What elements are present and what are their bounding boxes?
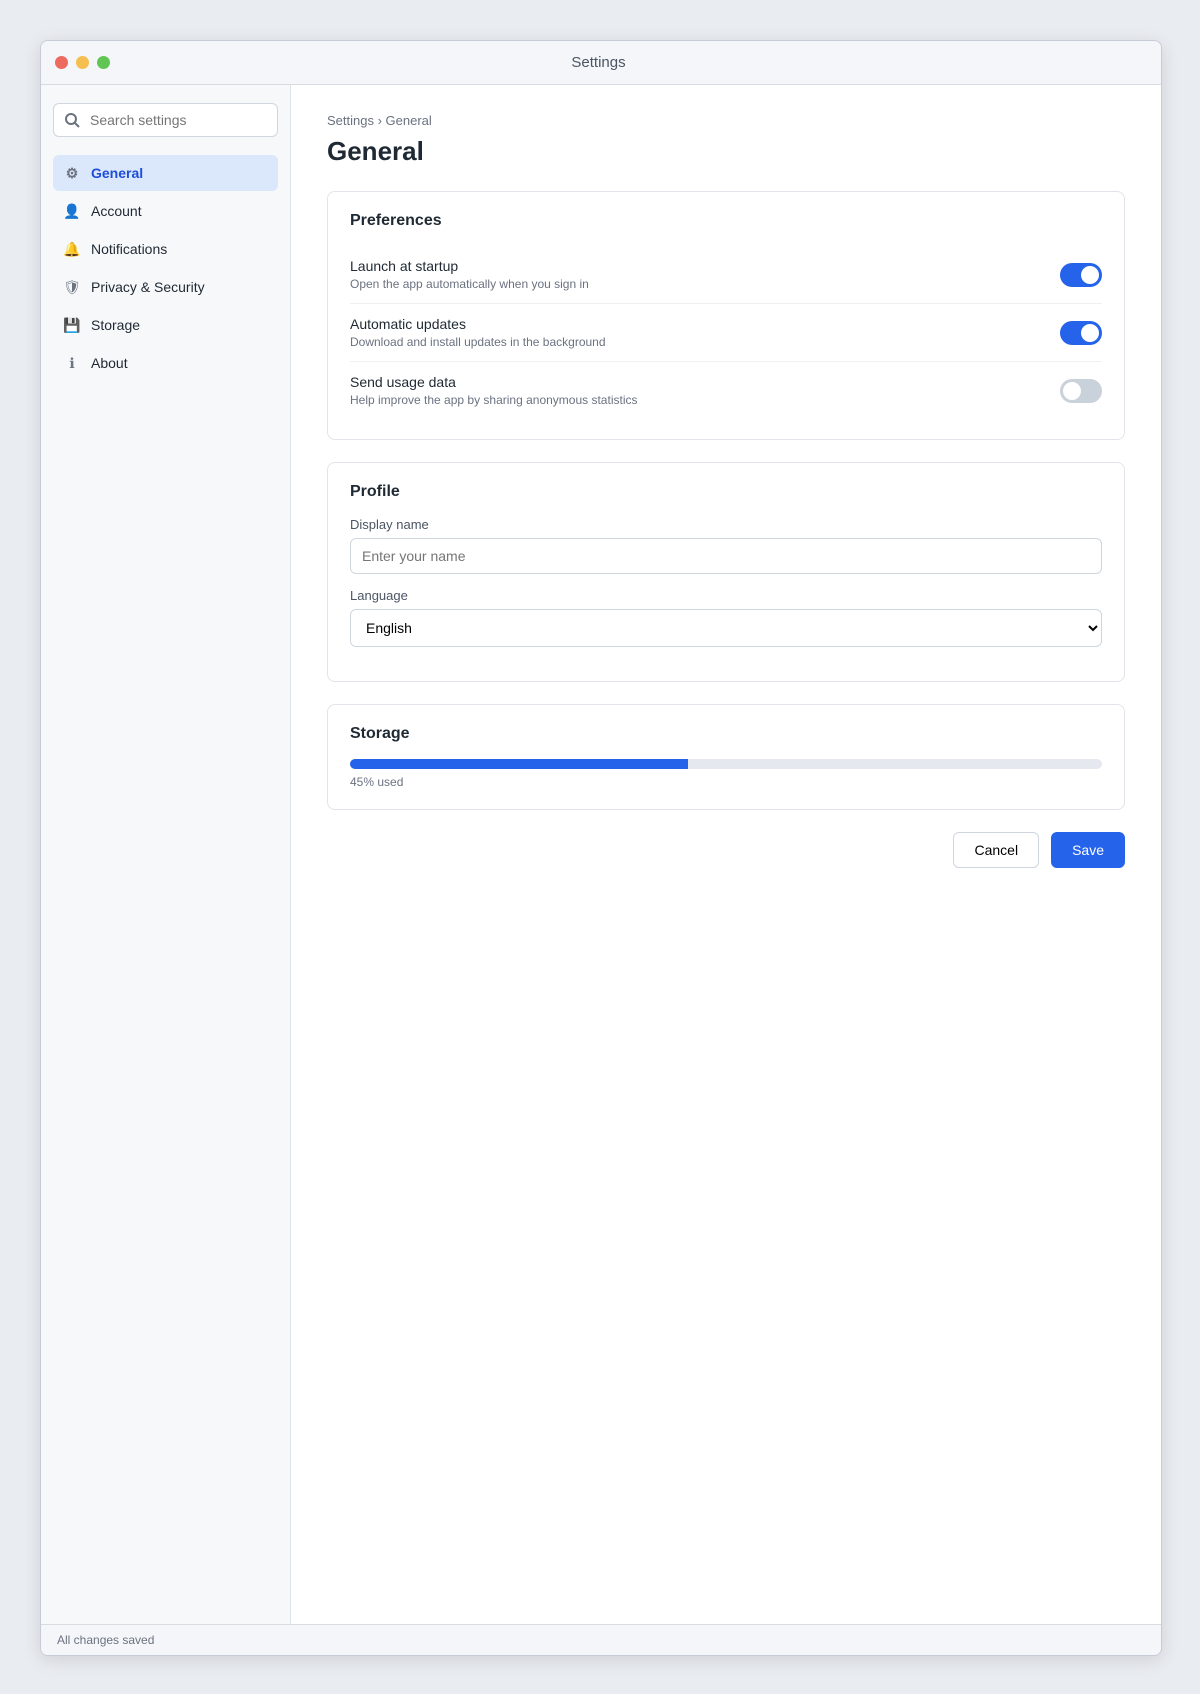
section-heading: Storage [350, 725, 410, 742]
sidebar-item-general[interactable] [53, 155, 278, 191]
page-title: General [327, 136, 424, 166]
language-field-group [350, 588, 1102, 647]
usage-data-toggle[interactable] [1060, 379, 1102, 403]
name-field-group [350, 517, 1102, 574]
app-window [40, 40, 1162, 1656]
bell-icon: 🔔 [63, 240, 81, 257]
preference-label: Launch at startup [350, 258, 459, 274]
language-select[interactable] [350, 609, 1102, 647]
section-heading: Profile [350, 483, 400, 500]
maximize-window-button[interactable] [97, 56, 110, 69]
search-icon [64, 111, 80, 129]
sidebar-item-notifications[interactable] [53, 231, 278, 267]
language-field-label: Language [350, 588, 408, 603]
preferences-section [327, 191, 1125, 440]
disk-icon: 💾 [63, 316, 81, 333]
sidebar-item-account[interactable] [53, 193, 278, 229]
save-button[interactable]: Save [1051, 832, 1125, 868]
sidebar-item-about[interactable] [53, 345, 278, 381]
storage-progress-fill [350, 759, 688, 769]
storage-section [327, 704, 1125, 810]
storage-progress-bar [350, 759, 1102, 769]
sidebar-item-label: General [91, 165, 144, 181]
name-field-label: Display name [350, 517, 429, 532]
sidebar-item-label: Storage [91, 317, 141, 333]
minimize-window-button[interactable] [76, 56, 89, 69]
sidebar [41, 85, 291, 1655]
info-icon: ℹ [69, 354, 75, 371]
sidebar-item-label: About [91, 355, 128, 371]
preference-description: Download and install updates in the background [350, 335, 606, 349]
preference-label: Send usage data [350, 374, 456, 390]
sidebar-item-label: Account [91, 203, 142, 219]
status-bar [41, 1624, 1161, 1655]
search-box [53, 103, 278, 137]
gear-icon: ⚙ [65, 164, 79, 181]
storage-usage [350, 759, 1102, 789]
sidebar-item-label: Privacy & Security [91, 279, 205, 295]
user-icon: 👤 [63, 202, 81, 219]
sidebar-item-storage[interactable] [53, 307, 278, 343]
shield-icon: 🛡 [63, 278, 81, 295]
cancel-button[interactable]: Cancel [953, 832, 1039, 868]
preference-row [350, 304, 1102, 362]
section-heading: Preferences [350, 212, 442, 229]
main-panel [291, 85, 1161, 1655]
profile-section [327, 462, 1125, 682]
preference-row [350, 362, 1102, 419]
preference-description: Help improve the app by sharing anonymous statistics [350, 393, 638, 407]
window-title: Settings [571, 54, 626, 71]
window-controls [55, 56, 110, 69]
preference-row [350, 246, 1102, 304]
form-actions [327, 832, 1125, 868]
close-window-button[interactable] [55, 56, 68, 69]
title-bar [41, 41, 1161, 85]
auto-update-toggle[interactable] [1060, 321, 1102, 345]
storage-usage-text: 45% used [350, 775, 404, 789]
launch-at-startup-toggle[interactable] [1060, 263, 1102, 287]
status-text: All changes saved [57, 1633, 155, 1647]
sidebar-item-privacy[interactable] [53, 269, 278, 305]
search-input[interactable] [88, 111, 267, 129]
sidebar-item-label: Notifications [91, 241, 168, 257]
preference-label: Automatic updates [350, 316, 466, 332]
breadcrumb: Settings › General [327, 113, 432, 128]
display-name-input[interactable] [350, 538, 1102, 574]
preference-description: Open the app automatically when you sign in [350, 277, 589, 291]
